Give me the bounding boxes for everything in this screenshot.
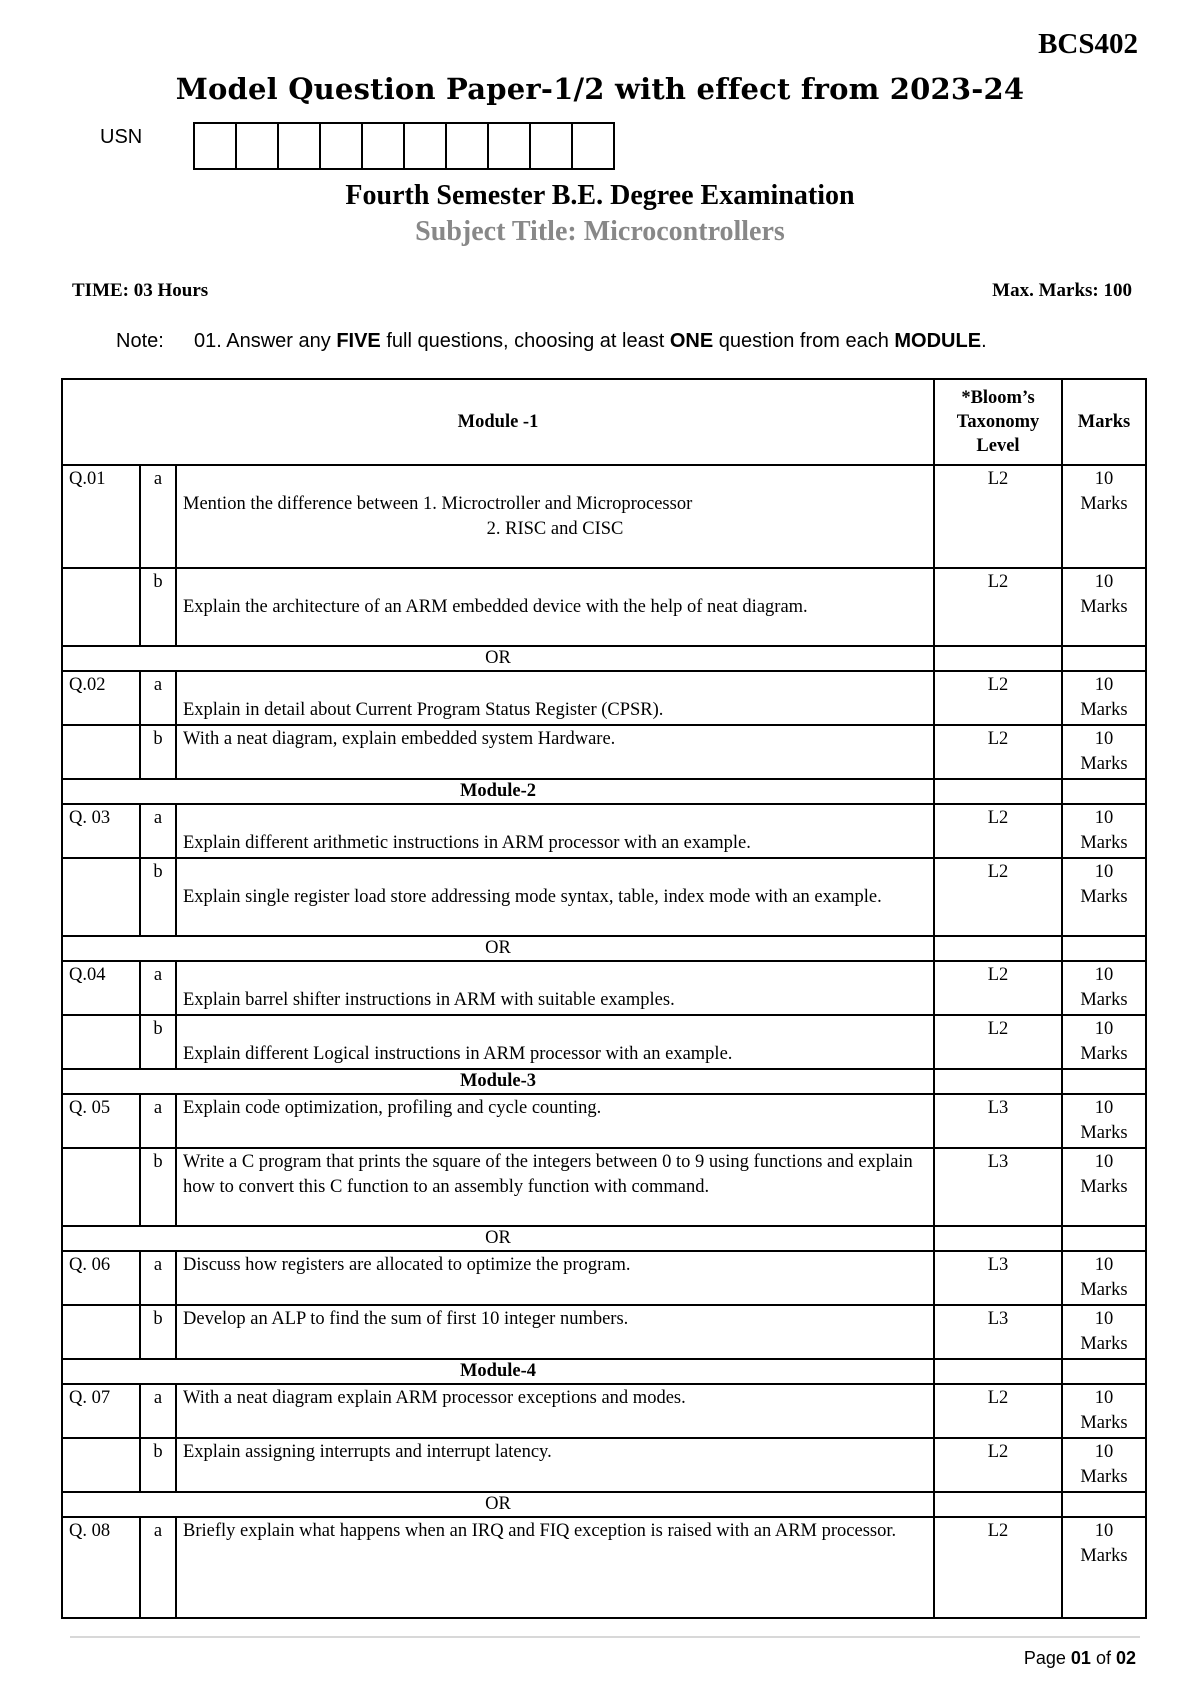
bloom-level: L3 xyxy=(934,1148,1062,1226)
empty-cell xyxy=(934,936,1062,961)
module-heading: Module -1 xyxy=(62,379,934,465)
marks-value: 10 xyxy=(1094,1442,1114,1462)
table-row xyxy=(62,804,1146,858)
question-number xyxy=(62,1015,140,1069)
question-number: Q.01 xyxy=(62,465,140,568)
marks-value: 10 xyxy=(1094,965,1114,985)
table-row xyxy=(62,465,1146,568)
marks-value: 10 xyxy=(1094,572,1114,592)
marks-value: 10 xyxy=(1094,1309,1114,1329)
usn-box xyxy=(405,124,447,168)
question-part: a xyxy=(140,465,176,568)
note-emphasis: FIVE xyxy=(336,330,381,352)
exam-heading: Fourth Semester B.E. Degree Examination xyxy=(345,180,855,211)
marks-value: 10 xyxy=(1094,1255,1114,1275)
table-row xyxy=(62,1305,1146,1359)
marks-cell xyxy=(1062,1148,1146,1226)
table-row xyxy=(62,725,1146,779)
bloom-level: L2 xyxy=(934,1517,1062,1618)
marks-cell xyxy=(1062,568,1146,646)
empty-cell xyxy=(934,1492,1062,1517)
question-part: a xyxy=(140,804,176,858)
marks-unit: Marks xyxy=(1080,887,1128,907)
note-emphasis: ONE xyxy=(669,330,714,352)
question-text-line: 2. RISC and CISC xyxy=(486,519,624,539)
question-table xyxy=(61,378,1147,1619)
question-number: Q. 08 xyxy=(62,1517,140,1618)
note-part: 01. Answer any xyxy=(194,330,337,352)
usn-label: USN xyxy=(100,126,143,148)
note-label: Note: xyxy=(116,330,164,352)
table-row xyxy=(62,1094,1146,1148)
or-label: OR xyxy=(62,646,934,671)
empty-cell xyxy=(934,1069,1062,1094)
question-part: a xyxy=(140,1251,176,1305)
marks-unit: Marks xyxy=(1080,990,1128,1010)
marks-value: 10 xyxy=(1094,862,1114,882)
empty-cell xyxy=(1062,1492,1146,1517)
marks-unit: Marks xyxy=(1080,700,1128,720)
question-text: With a neat diagram explain ARM processor exceptions and modes. xyxy=(176,1384,934,1438)
subject-title: Subject Title: Microcontrollers xyxy=(415,216,785,247)
module-row xyxy=(62,779,1146,804)
question-number xyxy=(62,1438,140,1492)
question-number: Q. 07 xyxy=(62,1384,140,1438)
question-number: Q. 06 xyxy=(62,1251,140,1305)
question-part: b xyxy=(140,1015,176,1069)
table-header-row xyxy=(62,379,1146,465)
table-row xyxy=(62,671,1146,725)
empty-cell xyxy=(1062,1069,1146,1094)
question-part: a xyxy=(140,1094,176,1148)
marks-unit: Marks xyxy=(1080,1467,1128,1487)
marks-value: 10 xyxy=(1094,808,1114,828)
usn-box xyxy=(237,124,279,168)
question-text: Develop an ALP to find the sum of first 10 integer numbers. xyxy=(176,1305,934,1359)
marks-unit: Marks xyxy=(1080,1334,1128,1354)
empty-cell xyxy=(934,1226,1062,1251)
module-heading: Module-2 xyxy=(62,779,934,804)
usn-box xyxy=(321,124,363,168)
marks-value: 10 xyxy=(1094,1019,1114,1039)
question-part: b xyxy=(140,568,176,646)
marks-value: 10 xyxy=(1094,675,1114,695)
note-text xyxy=(194,330,987,353)
question-part: b xyxy=(140,1148,176,1226)
usn-box xyxy=(531,124,573,168)
marks-cell xyxy=(1062,1384,1146,1438)
marks-value: 10 xyxy=(1094,1521,1114,1541)
marks-cell xyxy=(1062,1251,1146,1305)
marks-unit: Marks xyxy=(1080,494,1128,514)
usn-box xyxy=(489,124,531,168)
bloom-level: L2 xyxy=(934,1384,1062,1438)
question-part: a xyxy=(140,1384,176,1438)
marks-cell xyxy=(1062,1438,1146,1492)
usn-box xyxy=(279,124,321,168)
subject-code: BCS402 xyxy=(1038,28,1138,60)
page-label: Page xyxy=(1023,1648,1071,1668)
marks-unit: Marks xyxy=(1080,1123,1128,1143)
or-row xyxy=(62,1492,1146,1517)
question-text: Explain different Logical instructions in ARM processor with an example. xyxy=(176,1015,934,1069)
note-part: question from each xyxy=(713,330,895,352)
question-number: Q. 03 xyxy=(62,804,140,858)
empty-cell xyxy=(1062,646,1146,671)
empty-cell xyxy=(934,779,1062,804)
or-label: OR xyxy=(62,1492,934,1517)
note-part: . xyxy=(981,330,987,352)
usn-box xyxy=(363,124,405,168)
marks-unit: Marks xyxy=(1080,754,1128,774)
question-text-line: Mention the difference between 1. Microctroller and Microprocessor xyxy=(183,494,693,514)
or-row xyxy=(62,936,1146,961)
or-label: OR xyxy=(62,1226,934,1251)
marks-cell xyxy=(1062,465,1146,568)
marks-cell xyxy=(1062,671,1146,725)
question-text: Discuss how registers are allocated to optimize the program. xyxy=(176,1251,934,1305)
question-text: Briefly explain what happens when an IRQ and FIQ exception is raised with an ARM processor. xyxy=(176,1517,934,1618)
marks-cell xyxy=(1062,1517,1146,1618)
bloom-level: L2 xyxy=(934,465,1062,568)
marks-cell xyxy=(1062,1094,1146,1148)
question-text: With a neat diagram, explain embedded system Hardware. xyxy=(176,725,934,779)
table-row xyxy=(62,1148,1146,1226)
question-text: Explain single register load store addressing mode syntax, table, index mode with an example. xyxy=(176,858,934,936)
bloom-level: L3 xyxy=(934,1305,1062,1359)
table-row xyxy=(62,961,1146,1015)
note-emphasis: MODULE xyxy=(894,330,982,352)
bloom-level: L3 xyxy=(934,1251,1062,1305)
usn-box xyxy=(195,124,237,168)
or-row xyxy=(62,646,1146,671)
empty-cell xyxy=(1062,936,1146,961)
page-number xyxy=(1024,1648,1136,1669)
question-number xyxy=(62,1305,140,1359)
question-part: a xyxy=(140,961,176,1015)
table-row xyxy=(62,1517,1146,1618)
marks-cell xyxy=(1062,725,1146,779)
marks-unit: Marks xyxy=(1080,1280,1128,1300)
bloom-level: L2 xyxy=(934,1438,1062,1492)
question-text: Explain different arithmetic instructions in ARM processor with an example. xyxy=(176,804,934,858)
usn-boxes xyxy=(193,122,615,170)
page-of: of xyxy=(1090,1648,1116,1668)
bloom-level: L2 xyxy=(934,961,1062,1015)
question-number xyxy=(62,1148,140,1226)
module-heading: Module-4 xyxy=(62,1359,934,1384)
marks-cell xyxy=(1062,1305,1146,1359)
question-text: Explain assigning interrupts and interrupt latency. xyxy=(176,1438,934,1492)
bloom-level: L2 xyxy=(934,804,1062,858)
marks-unit: Marks xyxy=(1080,597,1128,617)
empty-cell xyxy=(934,646,1062,671)
page-title: Model Question Paper-1/2 with effect from 2023-24 xyxy=(175,72,1025,106)
question-part: b xyxy=(140,725,176,779)
exam-time: TIME: 03 Hours xyxy=(72,280,209,301)
bloom-level: L3 xyxy=(934,1094,1062,1148)
question-part: a xyxy=(140,671,176,725)
bloom-level: L2 xyxy=(934,1015,1062,1069)
empty-cell xyxy=(1062,1226,1146,1251)
marks-header: Marks xyxy=(1062,379,1146,465)
question-text: Explain the architecture of an ARM embedded device with the help of neat diagram. xyxy=(176,568,934,646)
marks-cell xyxy=(1062,804,1146,858)
marks-cell xyxy=(1062,1015,1146,1069)
module-heading: Module-3 xyxy=(62,1069,934,1094)
question-number: Q.02 xyxy=(62,671,140,725)
question-number xyxy=(62,568,140,646)
usn-box xyxy=(573,124,615,168)
marks-unit: Marks xyxy=(1080,1546,1128,1566)
bloom-level: L2 xyxy=(934,725,1062,779)
marks-unit: Marks xyxy=(1080,1177,1128,1197)
question-part: b xyxy=(140,1305,176,1359)
or-row xyxy=(62,1226,1146,1251)
marks-value: 10 xyxy=(1094,729,1114,749)
table-row xyxy=(62,1384,1146,1438)
table-row xyxy=(62,858,1146,936)
marks-unit: Marks xyxy=(1080,1413,1128,1433)
page-total: 02 xyxy=(1115,1648,1136,1668)
module-row xyxy=(62,1069,1146,1094)
question-part: b xyxy=(140,1438,176,1492)
question-number xyxy=(62,725,140,779)
table-row xyxy=(62,568,1146,646)
max-marks: Max. Marks: 100 xyxy=(992,280,1132,301)
bloom-level: L2 xyxy=(934,671,1062,725)
question-text: Write a C program that prints the square of the integers between 0 to 9 using functions and explain how to convert this C function to an assembly function with command. xyxy=(176,1148,934,1226)
marks-value: 10 xyxy=(1094,1098,1114,1118)
question-text: Explain barrel shifter instructions in ARM with suitable examples. xyxy=(176,961,934,1015)
question-text: Explain in detail about Current Program Status Register (CPSR). xyxy=(176,671,934,725)
empty-cell xyxy=(1062,779,1146,804)
marks-value: 10 xyxy=(1094,1152,1114,1172)
empty-cell xyxy=(1062,1359,1146,1384)
marks-unit: Marks xyxy=(1080,833,1128,853)
marks-value: 10 xyxy=(1094,1388,1114,1408)
table-row xyxy=(62,1438,1146,1492)
table-row xyxy=(62,1015,1146,1069)
marks-cell xyxy=(1062,858,1146,936)
question-part: b xyxy=(140,858,176,936)
marks-cell xyxy=(1062,961,1146,1015)
note-part: full questions, choosing at least xyxy=(380,330,670,352)
or-label: OR xyxy=(62,936,934,961)
question-text xyxy=(176,465,934,568)
question-part: a xyxy=(140,1517,176,1618)
empty-cell xyxy=(934,1359,1062,1384)
marks-unit: Marks xyxy=(1080,1044,1128,1064)
usn-box xyxy=(447,124,489,168)
question-text: Explain code optimization, profiling and cycle counting. xyxy=(176,1094,934,1148)
footer-divider xyxy=(70,1636,1140,1638)
page-current: 01 xyxy=(1070,1648,1091,1668)
question-number: Q.04 xyxy=(62,961,140,1015)
marks-value: 10 xyxy=(1094,469,1114,489)
question-number: Q. 05 xyxy=(62,1094,140,1148)
question-number xyxy=(62,858,140,936)
bloom-level: L2 xyxy=(934,568,1062,646)
table-row xyxy=(62,1251,1146,1305)
bloom-level: L2 xyxy=(934,858,1062,936)
module-row xyxy=(62,1359,1146,1384)
bloom-header: *Bloom’s Taxonomy Level xyxy=(934,379,1062,465)
